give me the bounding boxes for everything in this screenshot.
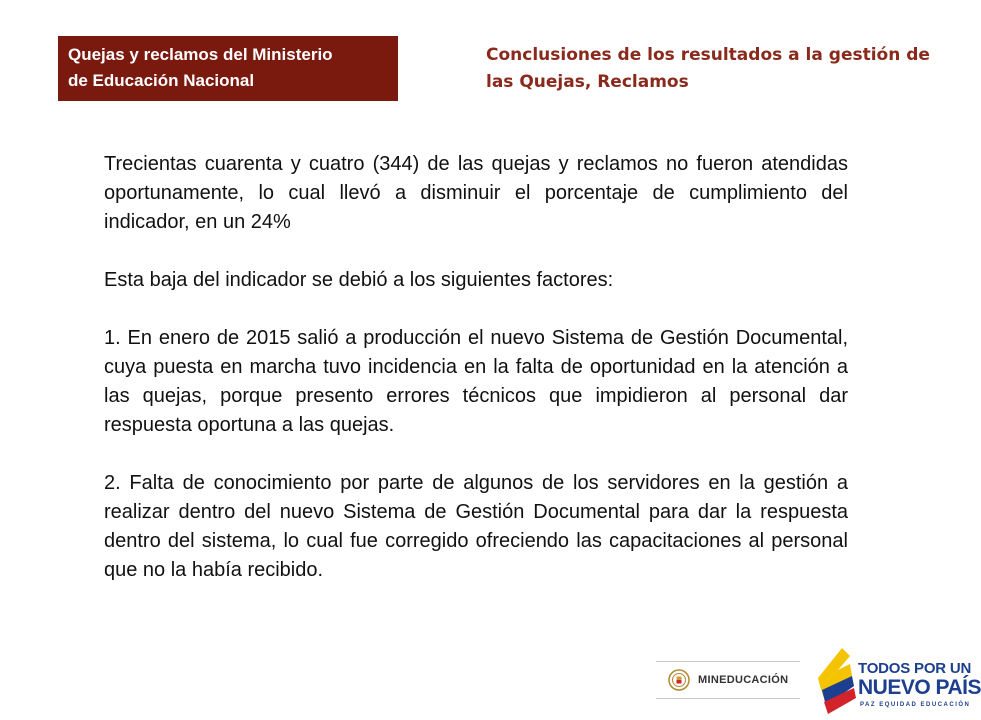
gov-tagline: PAZ EQUIDAD EDUCACIÓN <box>860 702 971 708</box>
slide-title-line1: Conclusiones de los resultados a la gestión de <box>486 45 930 65</box>
slide-body <box>104 150 848 585</box>
footer-divider-bottom <box>656 698 800 699</box>
gov-slogan-line2: NUEVO PAÍS <box>858 676 981 699</box>
header-box-line2: de Educación Nacional <box>68 71 255 90</box>
gov-slogan-line1: TODOS POR UN <box>858 660 972 677</box>
mineducacion-logo <box>668 666 788 694</box>
header-box-line1: Quejas y reclamos del Ministerio <box>68 45 333 64</box>
paragraph-factor-1: 1. En enero de 2015 salió a producción el nuevo Sistema de Gestión Documental, cuya puesta en marcha tuvo incidencia en la falta de oportunidad en la atención a las quejas, porque presento errores técnicos que impidieron al personal dar respuesta oportuna a las quejas. <box>104 327 848 436</box>
slide-title-line2: las Quejas, Reclamos <box>486 72 689 92</box>
colombia-flag-icon <box>812 646 858 716</box>
seal-icon <box>668 669 690 691</box>
header-box <box>58 36 398 101</box>
paragraph-factor-2: 2. Falta de conocimiento por parte de algunos de los servidores en la gestión a realizar dentro del nuevo Sistema de Gestión Documental para dar la respuesta dentro del sistema, lo cual fue corregido ofreciendo las capacitaciones al personal que no la había recibido. <box>104 472 848 581</box>
paragraph-factors-intro: Esta baja del indicador se debió a los siguientes factores: <box>104 269 614 291</box>
slide-title <box>486 42 946 96</box>
ministry-label: MINEDUCACIÓN <box>698 674 789 686</box>
paragraph-summary: Trecientas cuarenta y cuatro (344) de las quejas y reclamos no fueron atendidas oportunamente, lo cual llevó a disminuir el porcentaje de cumplimiento del indicador, en un 24% <box>104 153 848 233</box>
footer-divider-top <box>656 661 800 662</box>
government-logo <box>812 646 981 716</box>
